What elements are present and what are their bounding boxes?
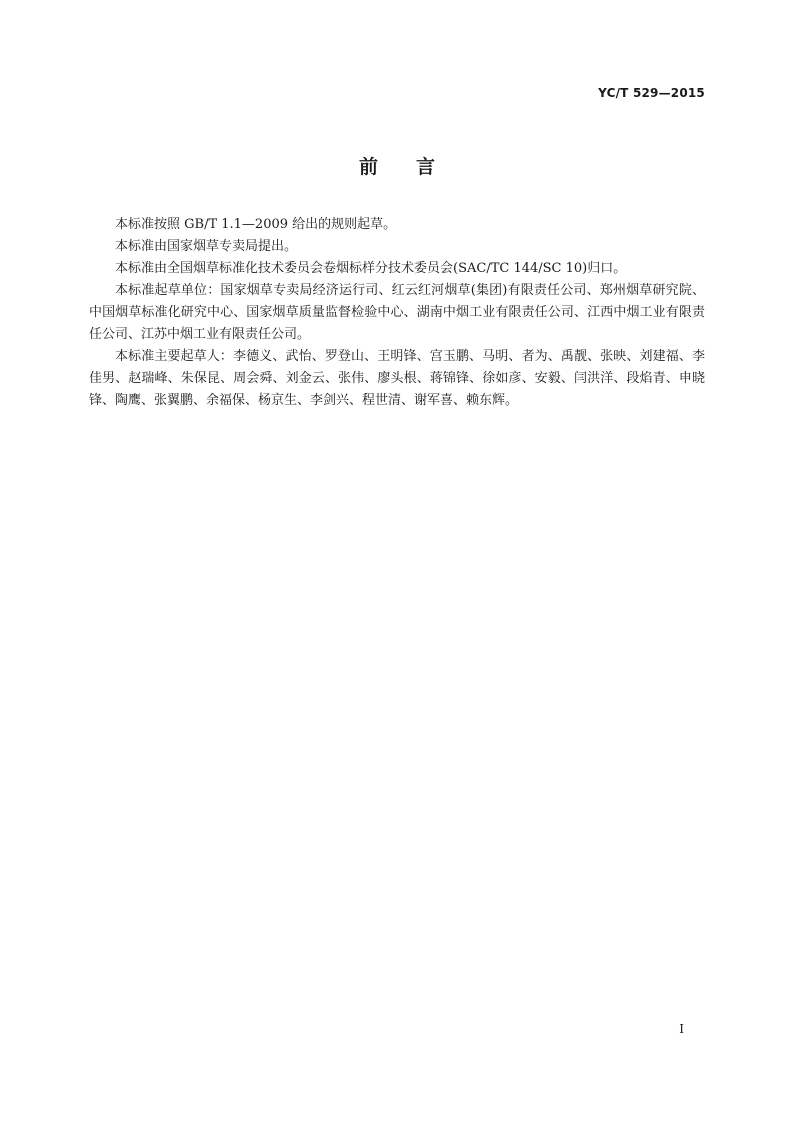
paragraph-drafting-rules: 本标准按照 GB/T 1.1—2009 给出的规则起草。 <box>115 217 397 232</box>
page-title: 前言 <box>358 156 473 178</box>
paragraph-main-drafters: 本标准主要起草人：李德义、武怡、罗登山、王明锋、宫玉鹏、马明、者为、禹靓、张映、刘建福、李佳男、赵瑞峰、朱保昆、周会舜、刘金云、张伟、廖头根、蒋锦锋、徐如彦、安毅、闫洪洋、段焰青、申晓锋、陶鹰、张翼鹏、余福保、杨京生、李剑兴、程世清、谢军喜、赖东辉。 <box>89 349 705 408</box>
paragraph-proposed-by: 本标准由国家烟草专卖局提出。 <box>115 239 298 254</box>
foreword-body <box>89 214 705 412</box>
page-number: I <box>679 1022 684 1036</box>
paragraph-drafting-organizations: 本标准起草单位：国家烟草专卖局经济运行司、红云红河烟草(集团)有限责任公司、郑州烟草研究院、中国烟草标准化研究中心、国家烟草质量监督检验中心、湖南中烟工业有限责任公司、江西中烟工业有限责任公司、江苏中烟工业有限责任公司。 <box>89 283 705 342</box>
standard-code: YC/T 529—2015 <box>598 86 705 100</box>
paragraph-centralized-by: 本标准由全国烟草标准化技术委员会卷烟标样分技术委员会(SAC/TC 144/SC 10)归口。 <box>115 261 627 276</box>
